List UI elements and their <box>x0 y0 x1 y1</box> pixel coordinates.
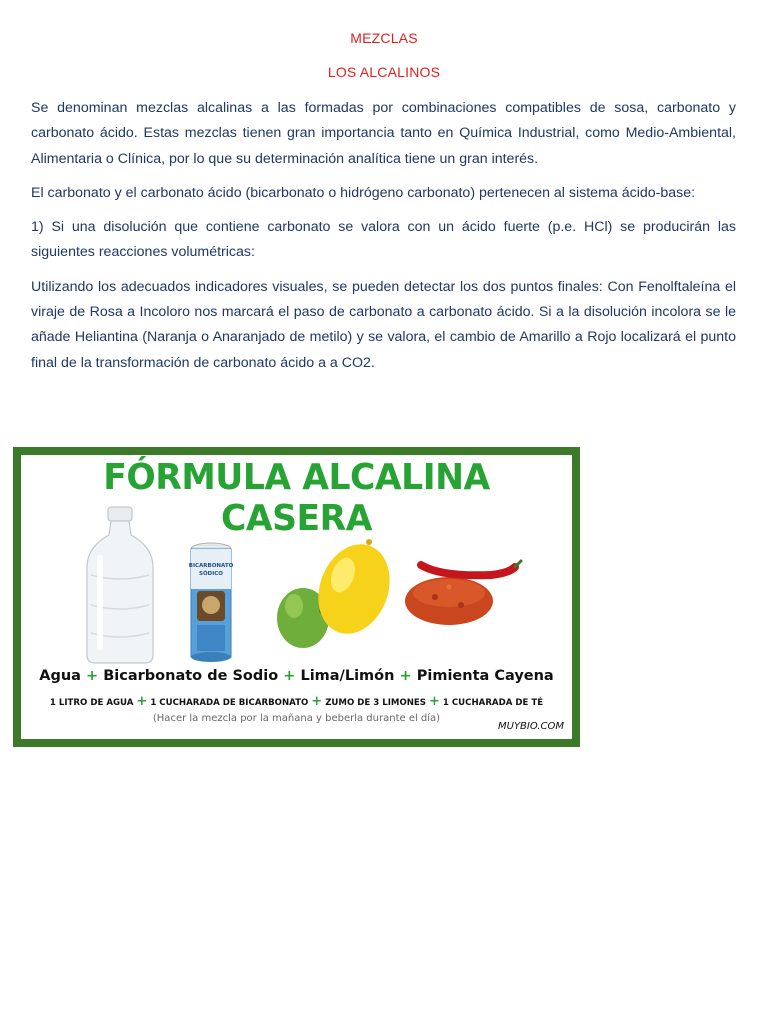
amount-pepper: 1 CUCHARADA DE TÉ <box>442 698 544 708</box>
plus-icon: + <box>429 694 440 709</box>
brand-watermark: MUYBIO.COM <box>498 721 564 732</box>
paragraph-1: Se denominan mezclas alcalinas a las formadas por combinaciones compatibles de sosa, carbonato y carbonato ácido. Estas mezclas tienen gran importancia tanto en Química Industrial, como Medio-Ambiental, Alimentaria o Clínica, por lo que su determinación analítica tiene un gran interés. <box>31 100 736 167</box>
cayenne-pepper-icon <box>405 561 521 625</box>
amount-water: 1 LITRO DE AGUA <box>49 698 134 708</box>
paragraph-4: Utilizando los adecuados indicadores visuales, se pueden detectar los dos puntos finales: Con Fenolftaleína el viraje de Rosa a Incoloro nos marcará el paso de carbonato a carbonato ácido. Si a la disolución incolora se le añade Heliantina (Naranja o Anaranjado de metilo) y se valora, el cambio de Amarillo a Rojo localizará el punto final de la transformación de carbonato ácido a a CO2. <box>31 278 736 371</box>
amount-lemons: ZUMO DE 3 LIMONES <box>325 698 426 708</box>
ingredient-water: Agua <box>39 668 81 684</box>
ingredient-cayenne: Pimienta Cayena <box>416 668 554 684</box>
amount-bicarbonate: 1 CUCHARADA DE BICARBONATO <box>150 698 309 708</box>
plus-icon: + <box>311 694 323 709</box>
document-heading: MEZCLAS <box>350 30 418 46</box>
paragraph-2: El carbonato y el carbonato ácido (bicarbonato o hidrógeno carbonato) pertenecen al sistema ácido-base: <box>31 184 696 201</box>
document-subheading: LOS ALCALINOS <box>327 64 441 80</box>
paragraph-3: 1) Si una disolución que contiene carbonato se valora con un ácido fuerte (p.e. HCl) se producirán las siguientes reacciones volumétricas: <box>31 219 736 261</box>
infographic-title: FÓRMULA ALCALINA CASERA <box>103 457 490 539</box>
infographic-note: (Hacer la mezcla por la mañana y beberla durante el día) <box>152 713 441 724</box>
can-label-line-1: BICARBONATO <box>188 563 234 569</box>
products-illustration <box>21 505 572 665</box>
water-bottle-icon <box>87 507 153 663</box>
can-label-line-2: SÓDICO <box>199 571 223 577</box>
ingredients-line <box>21 668 572 684</box>
plus-icon: + <box>86 668 99 684</box>
ingredient-bicarbonate: Bicarbonato de Sodio <box>103 668 279 684</box>
amounts-line <box>21 694 572 709</box>
ingredient-lime-lemon: Lima/Limón <box>300 668 395 684</box>
document-body <box>31 96 736 385</box>
bicarbonate-can-icon <box>189 543 234 662</box>
plus-icon: + <box>399 668 412 684</box>
plus-icon: + <box>283 668 296 684</box>
plus-icon: + <box>136 694 148 709</box>
alkaline-formula-infographic <box>13 447 580 747</box>
